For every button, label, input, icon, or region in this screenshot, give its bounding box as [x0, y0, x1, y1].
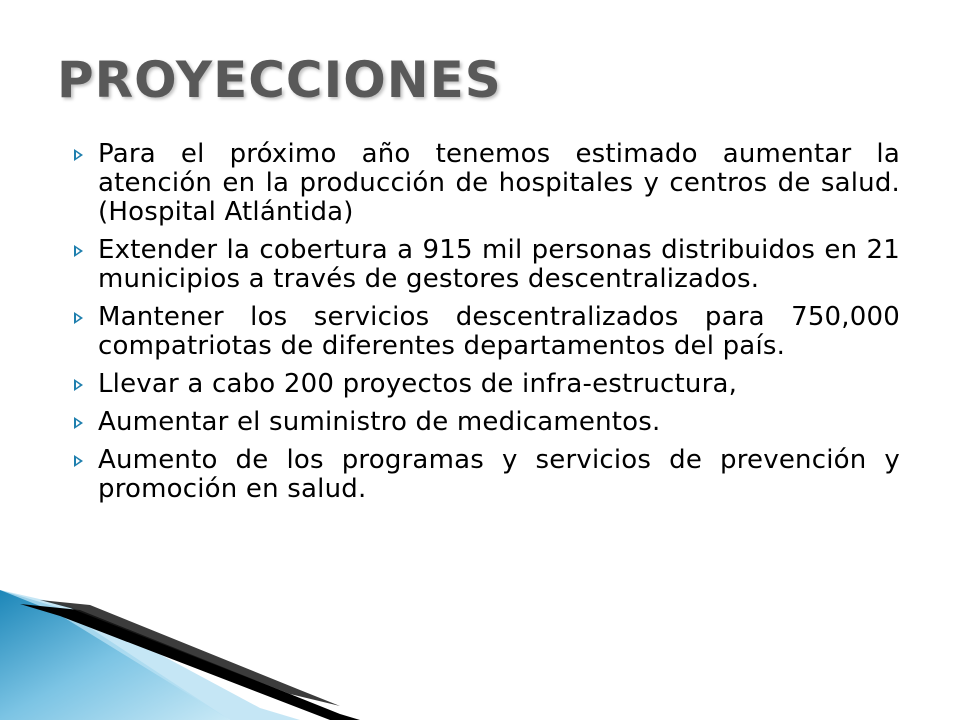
corner-swoosh-decoration: [0, 590, 360, 720]
list-item: [62, 446, 900, 504]
triangle-arrow-icon: [74, 312, 83, 324]
triangle-arrow-icon: [74, 149, 83, 161]
bullet-text: Para el próximo año tenemos estimado aumentar la atención en la producción de hospitales y centros de salud. (Hospital Atlántida): [98, 139, 900, 227]
bullet-text: Extender la cobertura a 915 mil personas distribuidos en 21 municipios a través de gestores descentralizados.: [98, 235, 900, 294]
bullet-text: Aumento de los programas y servicios de prevención y promoción en salud.: [98, 445, 900, 504]
triangle-arrow-icon: [74, 379, 83, 391]
triangle-arrow-icon: [74, 455, 83, 467]
list-item: [62, 303, 900, 361]
bullet-text: Aumentar el suministro de medicamentos.: [98, 407, 661, 437]
bullet-text: Llevar a cabo 200 proyectos de infra-estructura,: [98, 369, 738, 399]
bullet-list: [62, 140, 900, 513]
list-item: [62, 408, 900, 437]
list-item: [62, 370, 900, 399]
list-item: [62, 140, 900, 227]
bullet-text: Mantener los servicios descentralizados para 750,000 compatriotas de diferentes departamentos del país.: [98, 302, 900, 361]
list-item: [62, 236, 900, 294]
triangle-arrow-icon: [74, 245, 83, 257]
slide-title: PROYECCIONES: [57, 51, 502, 109]
triangle-arrow-icon: [74, 417, 83, 429]
